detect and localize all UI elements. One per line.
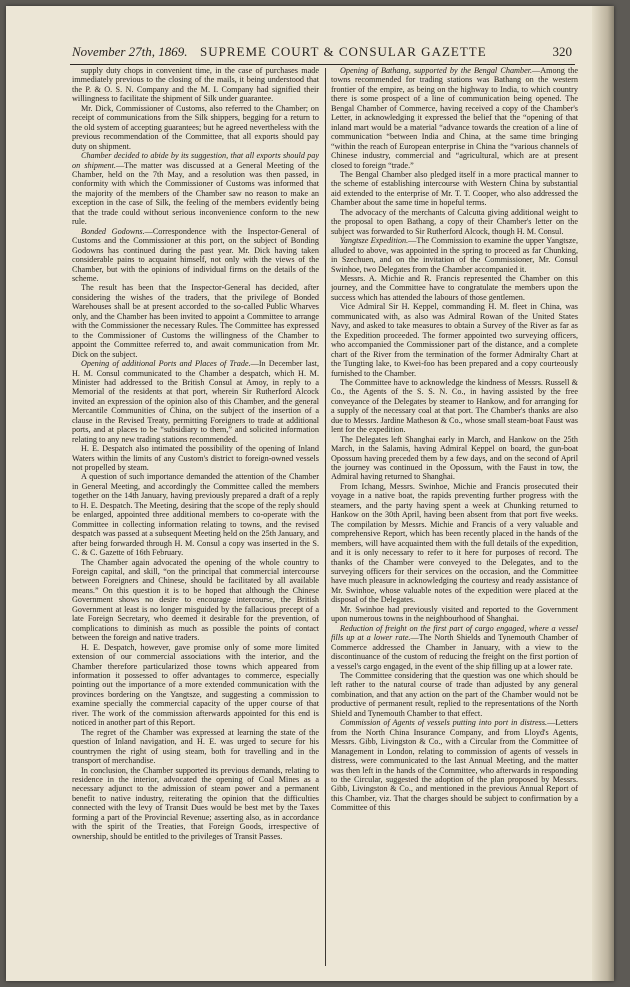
paragraph [331, 435, 578, 482]
paragraph-heading: Commission of Agents of vessels putting into port in distress. [340, 718, 548, 728]
paragraph-text: Messrs. A. Michie and R. Francis represented the Chamber on this journey, and the Committee have to congratulate the members upon the success which has attended the labours of those gentlemen. [331, 273, 578, 302]
newspaper-page [6, 6, 614, 981]
paragraph [331, 302, 578, 378]
header-date: November 27th, 1869. [72, 44, 188, 59]
paragraph-text: —In December last, H. M. Consul communicated to the Chamber a despatch, which H. M. Minister had addressed to the British Consul at Amoy, in reply to a Memorial of the residents at that port, wherein Sir Rutherford Alcock invited an expression of the opinion also of this Chamber, and the general Mercantile Communities of China, on the subject of the insertion of a clause in the Revised Treaty, permitting Foreigners to trade at additional ports, and at places to be “subsidiary to them,” and solicited information relating to any new trading stations recommended. [72, 359, 319, 444]
paragraph-text: Mr. Dick, Commissioner of Customs, also referred to the Chamber; on receipt of communications from the Silk shippers, begging for a return to the old system of accepting guarantees; but he agreed nevertheless with the previous recommendation of the Committee, that all exports should pay duty on shipment. [72, 103, 319, 151]
paragraph-text: In conclusion, the Chamber supported its previous demands, relating to residence in the interior, advocated the opening of Coal Mines as a necessary adjunct to the admission of steam power and a permanent benefit to native industry, reiterating the opinion that the difficulties connected with the levy of Transit Dues would be best met by the Taxes forming a part of the Provincial Revenue; asserting also, as in accordance with the spirit of the Treaties, that Foreign Goods, irrespective of ownership, should be entitled to the privileges of Transit Passes. [72, 765, 319, 841]
page-header [72, 44, 572, 62]
page-number: 320 [552, 44, 572, 59]
paragraph-text: The Committee considering that the question was one which should be left rather to the natural course of trade than adjusted by any general combination, and that any action on the part of the Chamber would not be productive of permanent result, replied to the representations of the North Shield and Tynemouth Chamber to that effect. [331, 671, 578, 718]
paragraph [72, 766, 319, 842]
paragraph-text: A question of such importance demanded the attention of the Chamber in General Meeting, and accordingly the Committee called the members together on the 14th January, having previously prepared a draft of a reply to H. E. Despatch. The Meeting, desiring that the scope of the reply should be enlarged, appointed three additional members to co-operate with the Committee in collecting information relating to towns, and the revised despatch was passed at a subsequent Meeting held on the 25th January, and after being forwarded through H. M. Consul a copy was inserted in the S. C. & C. Gazette of 16th February. [72, 472, 319, 558]
paragraph [72, 728, 319, 766]
paragraph-text: —The Commission to examine the upper Yangtsze, alluded to above, was appointed in the spring to proceed as far Chunking, in Szechuen, and on the invitation of the Commissioner, Mr. Consul Swinhoe, two Delegates from the Chamber accompanied it. [331, 236, 578, 274]
paragraph [72, 643, 319, 728]
paragraph-heading: Bonded Godowns. [81, 226, 145, 236]
paragraph-text: supply duty chops in convenient time, in the case of purchases made immediately previous to the closing of the mails, it being understood that the P. & O. S. N. Company and the M. I. Company had signified their willingness to facilitate the shipment of Silk under guarantee. [72, 66, 319, 104]
paragraph [331, 718, 578, 813]
paragraph [72, 558, 319, 643]
paragraph [331, 170, 578, 208]
paragraph-heading: Opening of Bathang, supported by the Bengal Chamber. [340, 66, 533, 75]
paragraph [331, 624, 578, 671]
paragraph-text: The advocacy of the merchants of Calcutta giving additional weight to the proposal to open Bathang, a copy of their Chamber's letter on the subject was forwarded to Sir Rutherford Alcock, though H. M. Consul. [331, 207, 578, 236]
paragraph-text: Vice Admiral Sir H. Keppel, commanding H. M. fleet in China, was communicated with, as also was Admiral Rowan of the United States Navy, and asked to take measures to obtain a Survey of the River as far as the Expedition proceeded. The former appointed two surveying officers, who accompanied the Commissioner part of the distance, and a complete chart of the River from the termination of the former Admiralty Chart at the Tungting lake, to Kwei-foo has been prepared and a copy courteously furnished to the Chamber. [331, 302, 578, 378]
paragraph [331, 605, 578, 624]
paragraph-text: Mr. Swinhoe had previously visited and reported to the Government upon numerous towns in the neighbourhood of Shanghai. [331, 604, 578, 624]
paragraph [331, 671, 578, 718]
paragraph-text: The Bengal Chamber also pledged itself in a more practical manner to the scheme of establishing intercourse with Western China by substantial aid extended to the enterprise of Mr. T. T. Cooper, who also addressed the Chamber about the same time in hopeful terms. [331, 169, 578, 208]
left-column [72, 66, 319, 966]
paragraph [72, 151, 319, 227]
paragraph [331, 208, 578, 236]
header-title: SUPREME COURT & CONSULAR GAZETTE [200, 44, 487, 59]
paragraph [331, 274, 578, 302]
paragraph [72, 66, 319, 104]
paragraph-text: H. E. Despatch, however, gave promise only of some more limited extension of our commercial associations with the interior, and the Chamber therefore particularized those towns which appeared from information it possessed to offer advantages to commerce, especially pointing out the importance of a more extended communication with the provinces bordering on the Yangtsze, and suggesting a commission to examine specially the commercial capacity of the upper course of that river. The work of the commission afterwards appointed for this end is noticed in another part of this Report. [72, 642, 319, 728]
paragraph-heading: Chamber decided to abide by its suggestion, that all exports should pay on shipment. [72, 151, 319, 170]
book-spine-shadow [592, 6, 614, 981]
paragraph-text: From Ichang, Messrs. Swinhoe, Michie and Francis prosecuted their voyage in a native boat, the rapids preventing further progress with the steamers, and the party having spent a week at Chunking returned to Hankow on the 30th April, having been absent from that port five weeks. The compilation by Messrs. Michie and Francis of a very valuable and comprehensive Report, which has been recently placed in the hands of the members, will have acquainted them with the full details of the expedition, and it is only necessary to refer to it here for purposes of record. The thanks of the Chamber were conveyed to the Delegates, and to the surveying officers for their services on the occasion, and the Committee have much pleasure in acknowledging the courtesy and ready assistance of Mr. Swinhoe, whose valuable notes of the expedition were placed at the disposal of the Delegates. [331, 481, 578, 605]
paragraph-text: —Correspondence with the Inspector-General of Customs and the Commissioner at this port, on the subject of Bonding Godowns has continued during the past year. Mr. Dick having taken considerable pains to acquaint himself, not only with the views of the Chamber, but with the opinions of individual firms on the details of the scheme. [72, 226, 319, 283]
column-divider [325, 68, 326, 966]
paragraph [72, 359, 319, 444]
paragraph-text: —The North Shields and Tynemouth Chamber of Commerce addressed the Chamber in January, with a view to the discontinuance of the custom of reducing the freight on the first portion of a vessel's cargo engaged, in the event of the ship filling up at a lower rate. [331, 633, 578, 671]
paragraph-text: —Among the towns recommended for trading stations was Bathang on the western frontier of the empire, as being on the highway to India, to which country there is some prospect of a line of communication being opened. The Bengal Chamber of Commerce, having received a copy of the Chamber's Letter, in acknowledging it expressed the belief that the “opening of that inland mart would be a material “advance towards the creation of a line of communication “between India and China, at the same time bringing “within the reach of European enterprise in China the “various channels of Chinese industry, commercial and “agricultural, which are at present closed to foreign “trade.” [331, 66, 578, 170]
paragraph-text: —The matter was discussed at a General Meeting of the Chamber, held on the 7th May, and a resolution was then passed, in conformity with which the Commissioner of Customs was informed that the majority of the members of the Chamber saw no reason to make an exception in the case of Silk, the feeling of the members evidently being that the trade could without serious inconvenience conform to the new rule. [72, 160, 319, 227]
paragraph-heading: Yangtsze Expedition. [340, 236, 409, 246]
paragraph-text: The Chamber again advocated the opening of the whole country to Foreign capital, and skill, “on the principal that commercial intercourse between Foreigners and Chinese, should be facilitated by all available means.” On this question it is to be hoped that although the Chinese Government shows no desire to encourage intercourse, the British Government at least is no longer misguided by the fallacious precept of a late Foreign Secretary, who deemed it desirable for the prevention, of complications to diminish as much as possible the points of contact between the foreign and native traders. [72, 557, 319, 643]
paragraph [72, 104, 319, 151]
paragraph [331, 66, 578, 170]
paragraph-text: The result has been that the Inspector-General has decided, after considering the wishes of the traders, that the privilege of Bonded Warehouses shall be at present accorded to the so-called Public Wharves only, and the Chamber has been invited to appoint a Committee to arrange with the Commissioner the necessary Rules. The Committee has expressed to the Commissioner of Customs the willingness of the Chamber to appoint the Committee referred to, and await communication from Mr. Dick on the subject. [72, 283, 319, 359]
paragraph-text: The regret of the Chamber was expressed at learning the state of the question of Inland navigation, and H. E. was urged to secure for his countrymen the right of using steam, both for travelling and in the transport of merchandise. [72, 727, 319, 766]
paragraph [331, 236, 578, 274]
paragraph-text: —Letters from the North China Insurance Company, and from Lloyd's Agents, Messrs. Gibb, Livingston & Co., with a Circular from the Committee of Management in London, relating to commission of agents of vessels in distress, were communicated to the last Annual Meeting, and the matter was then left in the hands of the Committee, who afterwards in responding to the Circular, suggested the adoption of the plan proposed by Messrs. Gibb, Livingston & Co., and mentioned in the previous Annual Report of this Chamber, viz. That the charges should be subject to confirmation by a Committee of this [331, 718, 578, 813]
paragraph-text: The Committee have to acknowledge the kindness of Messrs. Russell & Co., the Agents of the S. S. N. Co., in having assisted by the free conveyance of the Delegates by steamer to Hankow, and for arranging for a supply of the necessary coal at that port. The Chamber's thanks are also due to Messrs. Jardine Matheson & Co., whose small steam-boat Faust was lent for the expedition. [331, 377, 578, 435]
header-rule [70, 64, 575, 65]
paragraph [72, 227, 319, 284]
paragraph-heading: Reduction of freight on the first part of cargo engaged, where a vessel fills up at a lower rate. [331, 623, 578, 643]
paragraph [72, 283, 319, 359]
paragraph-heading: Opening of additional Ports and Places of Trade. [81, 359, 251, 369]
paragraph-text: H. E. Despatch also intimated the possibility of the opening of Inland Waters within the limits of any Custom's district to foreign-owned vessels not propelled by steam. [72, 444, 319, 473]
paragraph [331, 482, 578, 605]
right-column [331, 66, 578, 966]
paragraph-text: The Delegates left Shanghai early in March, and Hankow on the 25th March, in the Salamis, having Admiral Keppel on board, the gun-boat Opossum having preceded them by a few days, and on the second of April the journey was continued in the Opossum, with the Faust in tow, the Admiral having returned to Shanghai. [331, 434, 578, 482]
paragraph [331, 378, 578, 435]
paragraph [72, 444, 319, 472]
paragraph [72, 472, 319, 557]
